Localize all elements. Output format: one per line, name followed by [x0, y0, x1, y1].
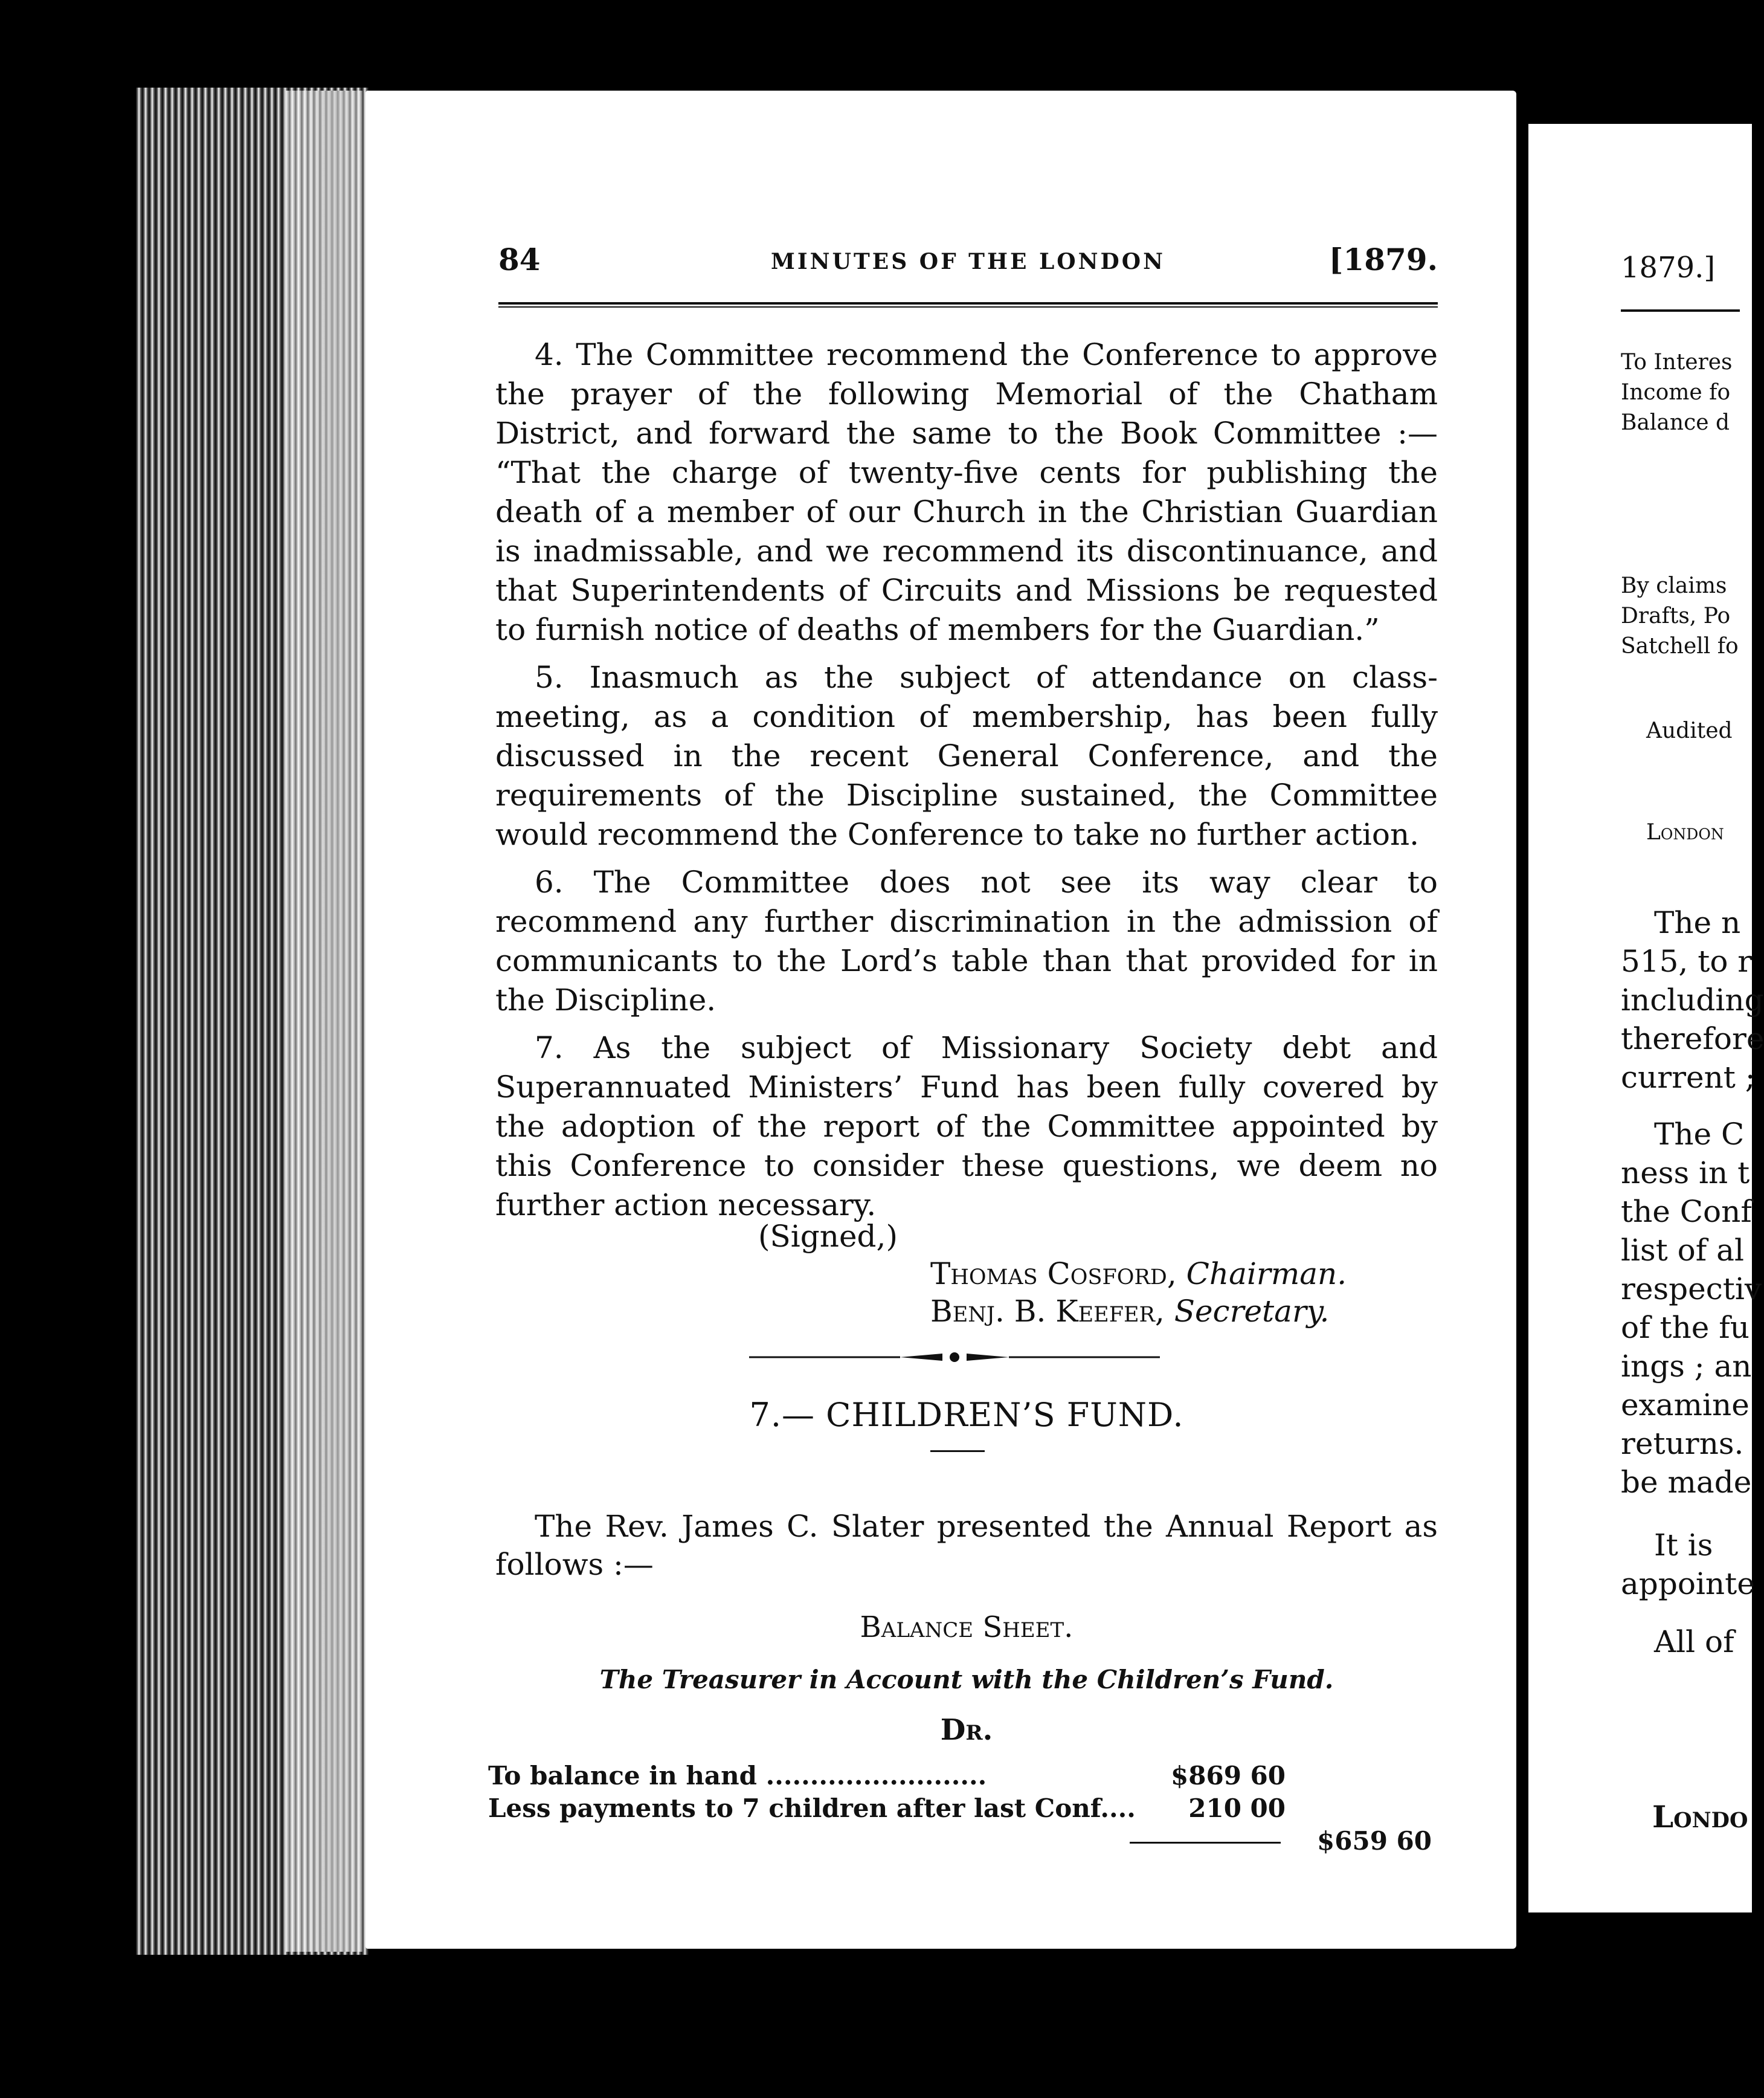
right-line: The C [1654, 1117, 1745, 1152]
right-line: ings ; an [1621, 1349, 1752, 1384]
running-head [498, 242, 1438, 290]
signature-secretary [930, 1293, 1438, 1330]
ledger-label: To balance in hand ......................... [488, 1761, 987, 1790]
report-intro: The Rev. James C. Slater presented the Annual Report as follows :— [495, 1509, 1438, 1582]
body-text [495, 335, 1438, 1233]
ledger-total-rule [1130, 1842, 1281, 1844]
right-text-block-e [1621, 1526, 1755, 1603]
right-page-rule [1621, 309, 1740, 312]
right-text-block-c [1621, 903, 1764, 1097]
ledger-row [488, 1760, 1437, 1792]
right-line: respectiv [1621, 1271, 1762, 1306]
right-line: Drafts, Po [1621, 604, 1731, 628]
section-rule [930, 1450, 985, 1452]
right-text-block-b [1621, 571, 1740, 662]
right-line: of the fu [1621, 1310, 1750, 1345]
right-line: the Conf [1621, 1194, 1752, 1229]
signature-name: Thomas Cosford, [930, 1256, 1177, 1291]
paragraph-5: 5. Inasmuch as the subject of attendance on class-meeting, as a condition of membership, has been fully discussed in the recent General Conference, and the requirements of the Discipline sustained, the Committee would recommend the Conference to take no further action. [495, 660, 1438, 852]
section-title: 7.— CHILDREN’S FUND. [749, 1396, 1184, 1434]
page-number: 84 [498, 242, 541, 277]
right-page-year: 1879.] [1621, 251, 1716, 285]
right-line: current ; [1621, 1060, 1756, 1095]
right-line: including [1621, 983, 1764, 1018]
ledger-row [488, 1792, 1437, 1825]
ornament-divider [749, 1345, 1160, 1369]
signature-name: Benj. B. Keefer, [930, 1294, 1165, 1329]
paragraph-7: 7. As the subject of Missionary Society debt and Superannuated Ministers’ Fund has been fully covered by the adoption of the report of the Committee appointed by this Conference to consider these questions, we deem no further action necessary. [495, 1030, 1438, 1222]
right-line: be made [1621, 1465, 1752, 1500]
right-line: All of [1654, 1624, 1734, 1659]
right-line: returns. [1621, 1426, 1744, 1461]
right-line: appointe [1621, 1566, 1755, 1601]
ledger-amount: 210 00 [1188, 1793, 1286, 1823]
ledger-total: $659 60 [1317, 1826, 1432, 1856]
signature-block [495, 1218, 1438, 1330]
right-line: It is [1654, 1528, 1713, 1563]
right-line: 515, to r [1621, 944, 1753, 979]
paragraph-6: 6. The Committee does not see its way clear to recommend any further discrimination in the admission of communicants to the Lord’s table than that provided for in the Discipline. [495, 865, 1438, 1018]
right-line: The n [1654, 905, 1741, 940]
header-rule [498, 302, 1438, 308]
right-line: examine [1621, 1387, 1750, 1422]
right-line: therefore [1621, 1021, 1764, 1056]
treasurer-line: The Treasurer in Account with the Children’s Fund. [599, 1665, 1334, 1694]
ledger-table [488, 1760, 1437, 1825]
right-line: Satchell fo [1621, 634, 1739, 659]
page-year: [1879. [1328, 242, 1438, 277]
paragraph-4: 4. The Committee recommend the Conference to approve the prayer of the following Memorial of the Chatham District, and forward the same to the Book Committee :— “That the charge of twenty-five cents for publishing the death of a member of our Church in the Christian Guardian is inadmissable, and we recommend its discontinuance, and that Superintendents of Circuits and Missions be requested to furnish notice of deaths of members for the Guardian.” [495, 337, 1438, 647]
signature-role: Secretary. [1174, 1294, 1330, 1329]
right-text-block-f [1621, 1622, 1740, 1661]
right-line: Income fo [1621, 380, 1731, 405]
right-london-b: Londo [1652, 1799, 1748, 1835]
ledger-amount: $869 60 [1171, 1761, 1286, 1790]
right-line: Balance d [1621, 410, 1730, 435]
signature-chairman [930, 1255, 1438, 1293]
running-title: MINUTES OF THE LONDON [770, 249, 1166, 274]
signed-label: (Signed,) [758, 1219, 898, 1254]
debit-label: Dr. [940, 1713, 993, 1747]
right-london-a: London [1646, 820, 1724, 845]
right-text-block-a [1621, 347, 1740, 438]
book-page-edges-highlight [284, 91, 362, 1952]
right-line: list of al [1621, 1233, 1744, 1268]
right-line: ness in t [1621, 1155, 1750, 1190]
signature-role: Chairman. [1186, 1256, 1347, 1291]
right-text-block-d [1621, 1115, 1762, 1502]
right-audited: Audited [1646, 718, 1733, 743]
right-line: To Interes [1621, 350, 1733, 375]
right-line: By claims [1621, 573, 1727, 598]
ledger-label: Less payments to 7 children after last Conf.... [488, 1793, 1136, 1823]
balance-sheet-heading: Balance Sheet. [860, 1610, 1074, 1644]
